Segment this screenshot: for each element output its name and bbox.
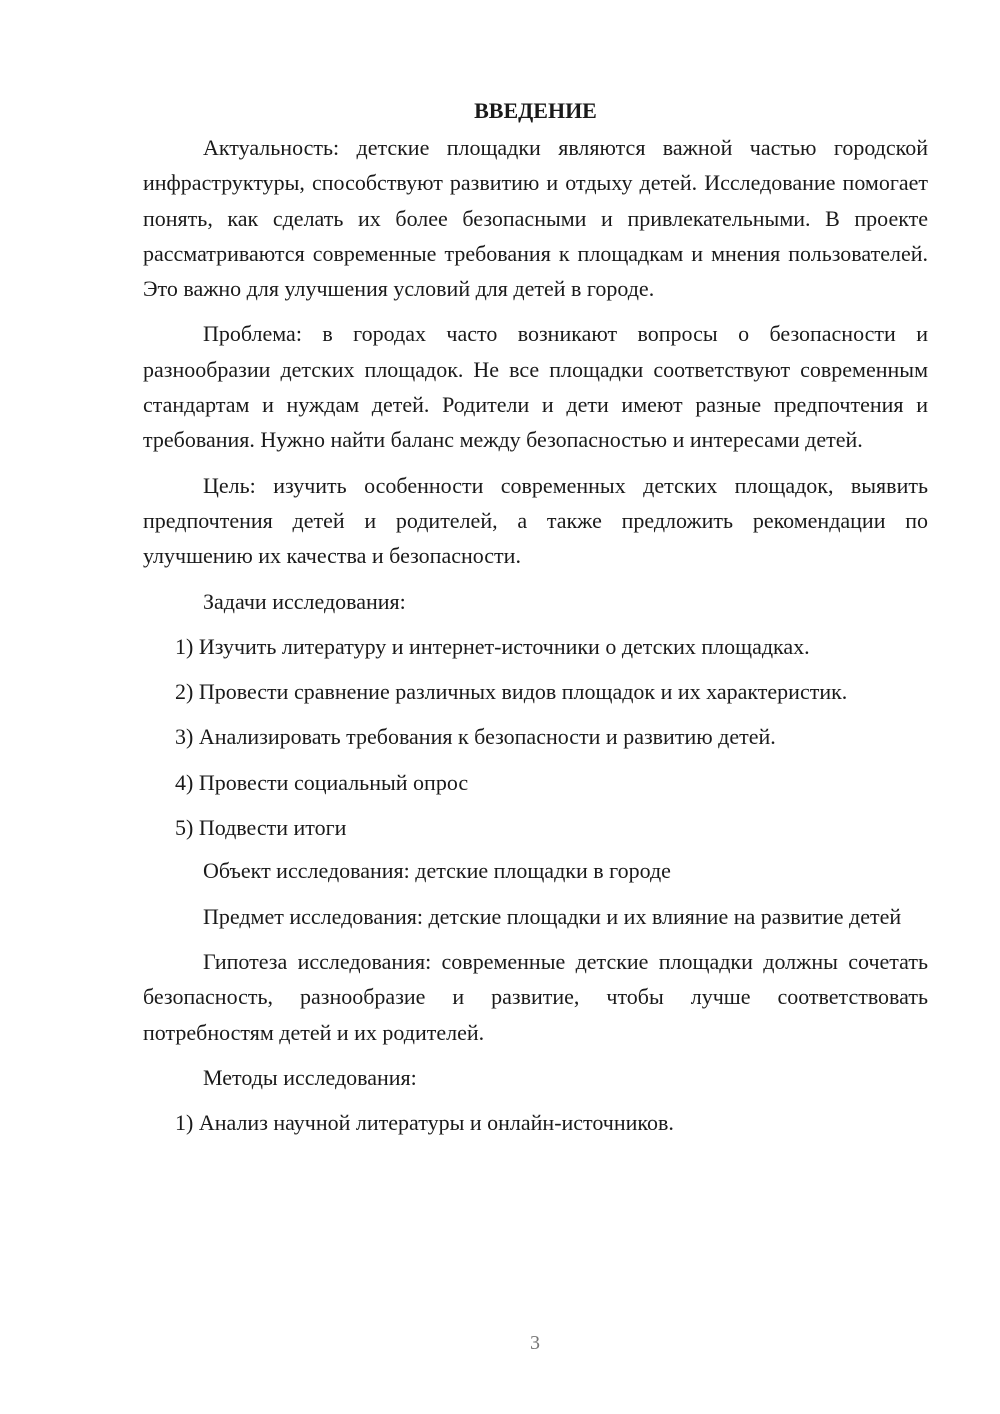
paragraph-problem: Проблема: в городах часто возникают вопросы о безопасности и разнообразии детских площадок. Не все площадки соответствуют современным стандартам и нуждам детей. Родители и дети имеют разные предпочтения и требования. Нужно найти баланс между безопасностью и интересами детей. bbox=[143, 321, 928, 453]
task-item-5: 5) Подвести итоги bbox=[175, 815, 347, 841]
page-content bbox=[143, 94, 928, 1140]
task-item-4: 4) Провести социальный опрос bbox=[175, 769, 469, 795]
paragraph-tasks-heading: Задачи исследования: bbox=[203, 588, 406, 614]
task-item-2: 2) Провести сравнение различных видов площадок и их характеристик. bbox=[175, 679, 848, 705]
paragraph-subject: Предмет исследования: детские площадки и их влияние на развитие детей bbox=[203, 903, 902, 929]
paragraph-hypothesis: Гипотеза исследования: современные детские площадки должны сочетать безопасность, разнообразие и развитие, чтобы лучше соответствовать потребностям детей и их родителей. bbox=[143, 948, 928, 1045]
paragraph-methods-heading: Методы исследования: bbox=[203, 1064, 417, 1090]
page-number: 3 bbox=[530, 1332, 540, 1354]
paragraph-object: Объект исследования: детские площадки в городе bbox=[203, 858, 671, 884]
paragraph-goal: Цель: изучить особенности современных детских площадок, выявить предпочтения детей и родителей, а также предложить рекомендации по улучшению их качества и безопасности. bbox=[143, 472, 928, 569]
page-title: ВВЕДЕНИЕ bbox=[474, 98, 597, 123]
task-item-1: 1) Изучить литературу и интернет-источники о детских площадках. bbox=[175, 633, 810, 659]
method-item-1: 1) Анализ научной литературы и онлайн-источников. bbox=[175, 1110, 674, 1136]
task-item-3: 3) Анализировать требования к безопасности и развитию детей. bbox=[175, 724, 776, 750]
paragraph-relevance: Актуальность: детские площадки являются важной частью городской инфраструктуры, способствуют развитию и отдыху детей. Исследование помогает понять, как сделать их более безопасными и привлекательными. В проекте рассматриваются современные требования к площадкам и мнения пользователей. Это важно для улучшения условий для детей в городе. bbox=[143, 135, 928, 302]
